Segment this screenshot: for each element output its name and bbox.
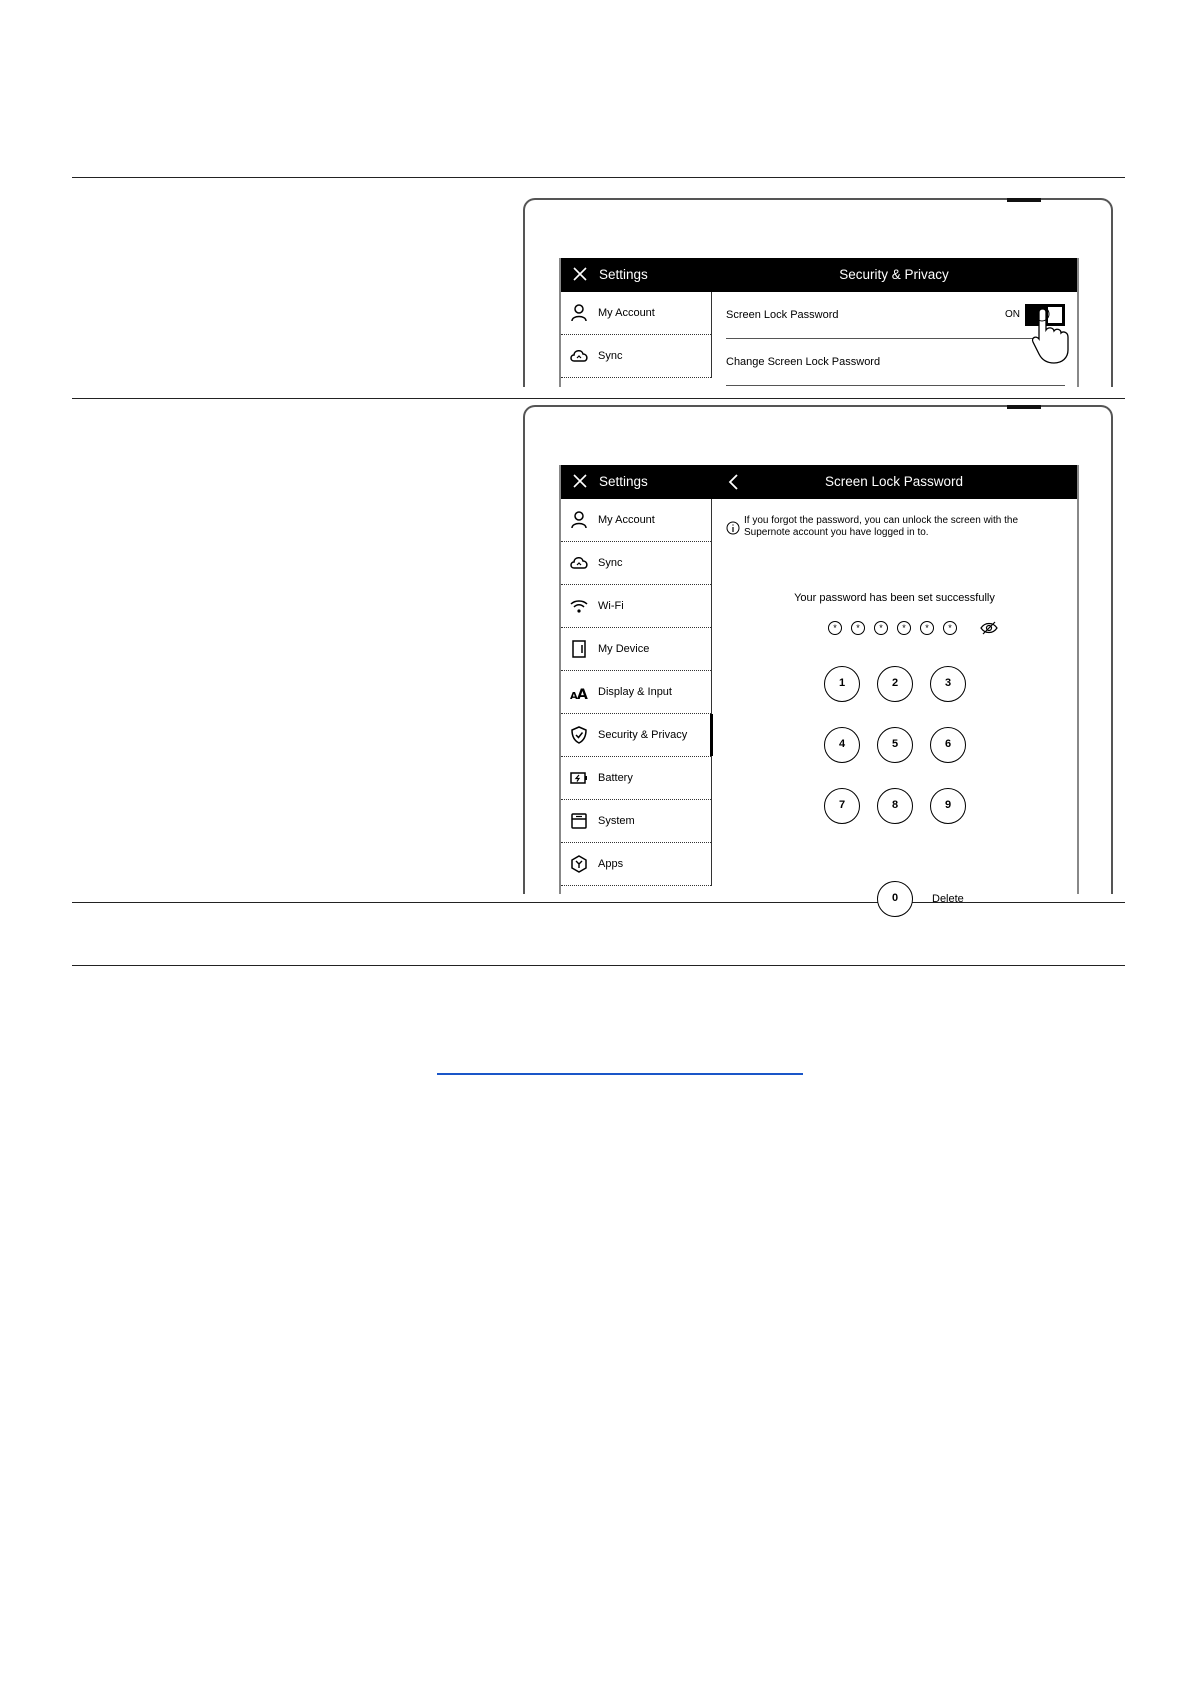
screen-lock-password-row[interactable] <box>726 292 1065 339</box>
keypad-key[interactable]: 8 <box>877 788 913 824</box>
sidebar-item-display-input[interactable] <box>561 671 711 714</box>
sidebar-item-my-account[interactable] <box>561 292 711 335</box>
password-dot: * <box>920 621 934 635</box>
info-icon <box>726 521 740 535</box>
settings-title: Settings <box>599 267 648 282</box>
svg-text:A: A <box>570 691 578 702</box>
sidebar-item-label: My Device <box>598 643 650 655</box>
sidebar-item-security-privacy[interactable] <box>561 714 711 757</box>
close-icon[interactable] <box>571 265 589 283</box>
sidebar-item-label: My Account <box>598 514 655 526</box>
divider-row3 <box>72 965 1125 966</box>
sidebar-item-label: Battery <box>598 772 633 784</box>
device-notch <box>1007 198 1041 202</box>
shield-icon <box>569 725 589 745</box>
keypad-key[interactable]: 0 <box>877 881 913 917</box>
sidebar-item-label: Security & Privacy <box>598 729 688 741</box>
sidebar-item-label: System <box>598 815 635 827</box>
change-screen-lock-password-row[interactable] <box>726 339 1065 386</box>
screen-lock-panel <box>712 499 1077 905</box>
top-bar <box>561 465 1077 499</box>
person-icon <box>569 510 589 530</box>
sidebar-item-label: Sync <box>598 350 623 362</box>
password-dot: * <box>828 621 842 635</box>
panel-title: Security & Privacy <box>839 267 949 282</box>
password-dot: * <box>897 621 911 635</box>
divider-row1 <box>72 398 1125 399</box>
delete-button[interactable]: Delete <box>932 893 964 905</box>
keypad-key[interactable]: 7 <box>824 788 860 824</box>
row-label: Screen Lock Password <box>726 309 839 321</box>
settings-title: Settings <box>599 474 648 489</box>
cloud-sync-icon <box>569 553 589 573</box>
device-screen-2 <box>559 465 1079 905</box>
sidebar-item-wi-fi[interactable] <box>561 585 711 628</box>
device-icon <box>569 639 589 659</box>
row-label: Change Screen Lock Password <box>726 356 881 368</box>
sidebar-item-label: Sync <box>598 557 623 569</box>
svg-text:A: A <box>577 687 588 703</box>
sidebar-item-label: My Account <box>598 307 655 319</box>
keypad-key[interactable]: 3 <box>930 666 966 702</box>
sidebar-item-my-account[interactable] <box>561 499 711 542</box>
battery-icon <box>569 768 589 788</box>
password-dot: * <box>943 621 957 635</box>
hyperlink-underline[interactable] <box>437 1073 803 1075</box>
password-success-message: Your password has been set successfully <box>794 592 995 604</box>
sidebar-item-apps[interactable] <box>561 843 711 886</box>
keypad-key[interactable]: 6 <box>930 727 966 763</box>
sidebar-item-sync[interactable] <box>561 542 711 585</box>
device-frame-2 <box>523 405 1113 905</box>
person-icon <box>569 303 589 323</box>
settings-sidebar <box>561 292 712 378</box>
keypad-key[interactable]: 5 <box>877 727 913 763</box>
wifi-icon <box>569 596 589 616</box>
toggle-state-label: ON <box>1005 309 1020 320</box>
top-bar <box>561 258 1077 292</box>
forgot-password-info: If you forgot the password, you can unlock the screen with the Supernote account you have logged in to. <box>744 515 1019 538</box>
hide-password-icon[interactable] <box>980 620 998 636</box>
cloud-sync-icon <box>569 346 589 366</box>
close-icon[interactable] <box>571 472 589 490</box>
password-dot: * <box>851 621 865 635</box>
device-notch <box>1007 405 1041 409</box>
apps-icon <box>569 854 589 874</box>
divider-row2 <box>72 902 1125 903</box>
divider-top <box>72 177 1125 178</box>
password-dot: * <box>874 621 888 635</box>
keypad-key[interactable]: 1 <box>824 666 860 702</box>
panel-title: Screen Lock Password <box>824 474 964 489</box>
sidebar-item-label: Apps <box>598 858 624 870</box>
font-size-icon <box>569 682 589 702</box>
sidebar-item-system[interactable] <box>561 800 711 843</box>
keypad-key[interactable]: 9 <box>930 788 966 824</box>
settings-panel <box>712 292 1077 386</box>
settings-sidebar <box>561 499 712 886</box>
keypad-key[interactable]: 2 <box>877 666 913 702</box>
keypad-key[interactable]: 4 <box>824 727 860 763</box>
sidebar-item-sync[interactable] <box>561 335 711 378</box>
device-frame-1 <box>523 198 1113 387</box>
sidebar-item-battery[interactable] <box>561 757 711 800</box>
sidebar-item-label: Display & Input <box>598 686 672 698</box>
sidebar-item-label: Wi-Fi <box>598 600 624 612</box>
system-icon <box>569 811 589 831</box>
device-screen-1 <box>559 258 1079 387</box>
sidebar-item-my-device[interactable] <box>561 628 711 671</box>
